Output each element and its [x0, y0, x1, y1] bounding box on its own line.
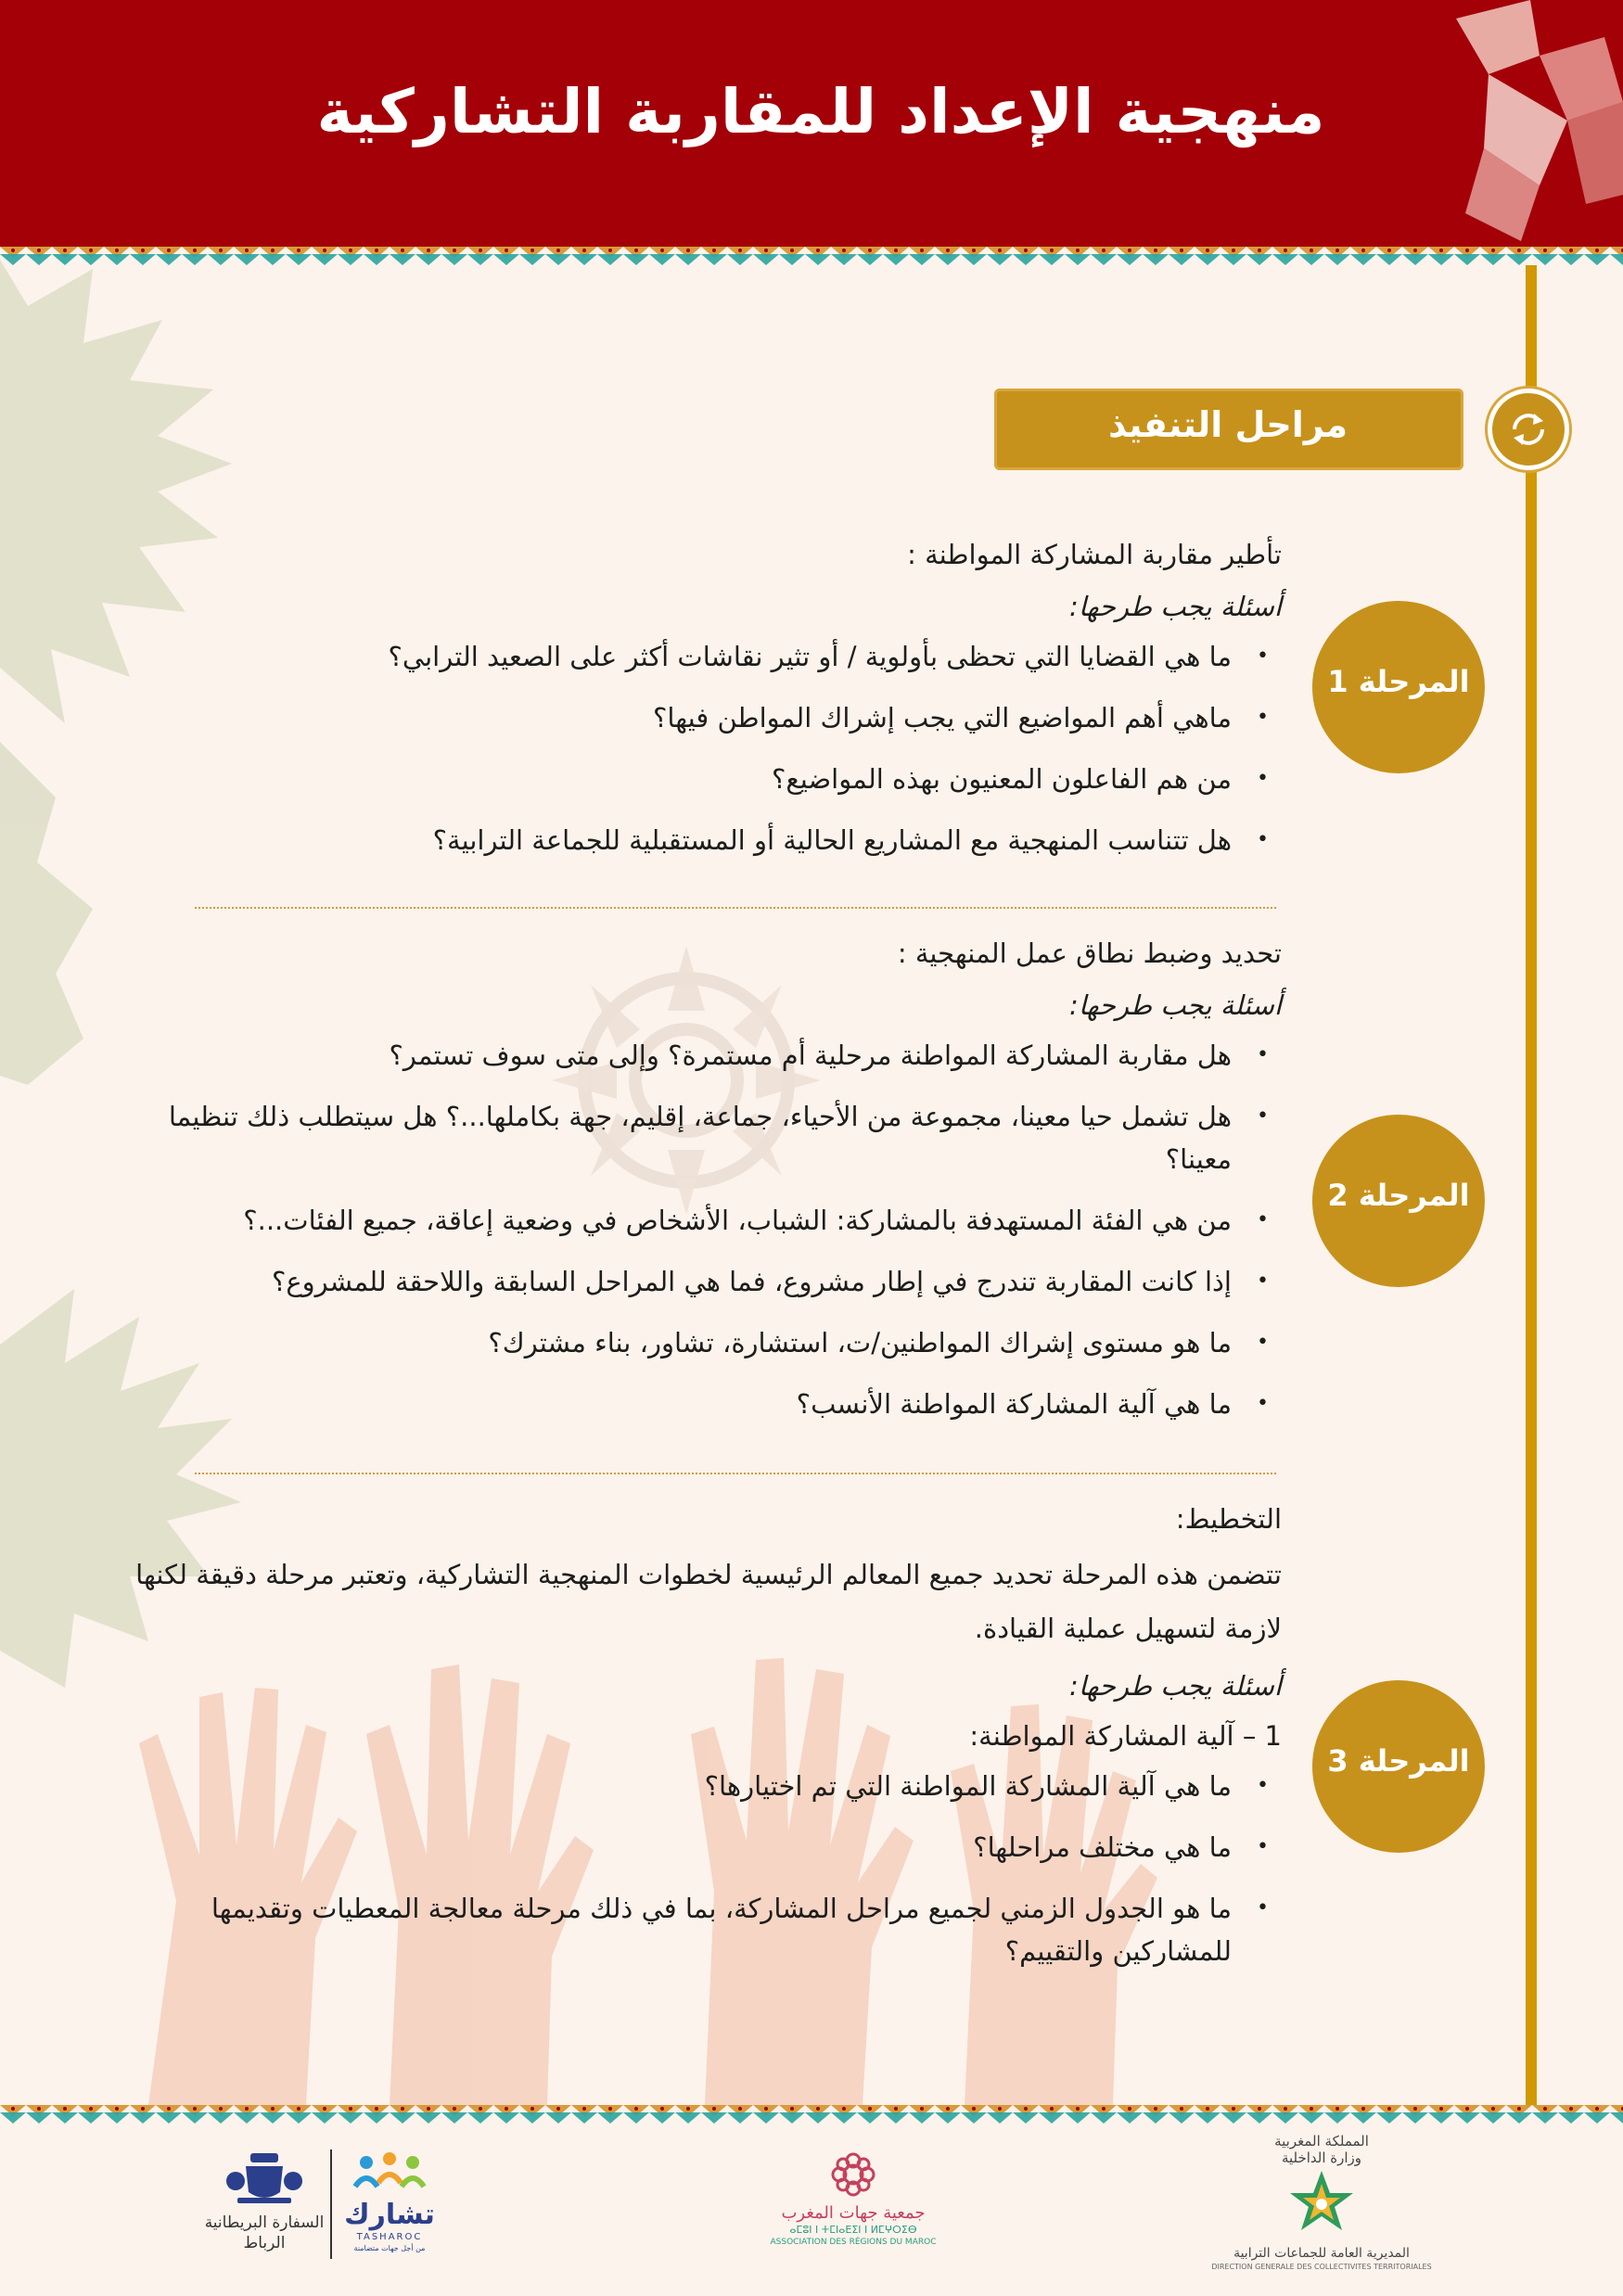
top-ornament-border — [0, 247, 1623, 265]
footer-divider — [330, 2149, 332, 2259]
phase-2-subheading: أسئلة يجب طرحها: — [1069, 989, 1282, 1021]
phase-1-subheading: أسئلة يجب طرحها: — [1069, 591, 1282, 622]
tasharoc-name: تشارك — [344, 2199, 435, 2231]
list-item: • ما هي القضايا التي تحظى بأولوية / أو تثير نقاشات أكثر على الصعيد الترابي؟ — [113, 635, 1282, 678]
embassy-name-line2: الرباط — [243, 2234, 286, 2252]
phase-3-badge — [1312, 1680, 1485, 1853]
phase-3-questions — [113, 1765, 1282, 1972]
list-item: • ما هي آلية المشاركة المواطنة الأنسب؟ — [113, 1383, 1282, 1425]
phase-3-heading: التخطيط: — [1175, 1503, 1282, 1535]
phase-1-badge — [1312, 601, 1485, 773]
list-item: • هل تشمل حيا معينا، مجموعة من الأحياء، جماعة، إقليم، جهة بكاملها...؟ هل سيتطلب ذلك تنظيما معينا؟ — [113, 1095, 1282, 1180]
list-item: • ما هي مختلف مراحلها؟ — [113, 1826, 1282, 1869]
phase-1-questions — [113, 635, 1282, 861]
refresh-cycle-icon — [1488, 389, 1569, 470]
phase-3-content — [113, 1498, 1282, 1991]
embassy-name-line1: السفارة البريطانية — [204, 2213, 325, 2232]
people-icon — [339, 2149, 441, 2196]
phase-2-heading: تحديد وضبط نطاق عمل المنهجية : — [897, 938, 1282, 969]
list-item: • من هي الفئة المستهدفة بالمشاركة: الشباب، الأشخاص في وضعية إعاقة، جميع الفئات...؟ — [113, 1199, 1282, 1242]
tasharoc-logo — [339, 2149, 441, 2270]
list-item: • هل تتناسب المنهجية مع المشاريع الحالية أو المستقبلية للجماعة الترابية؟ — [113, 819, 1282, 861]
association-logo — [747, 2149, 960, 2261]
timeline-line — [1526, 265, 1537, 2105]
list-item: • هل مقاربة المشاركة المواطنة مرحلية أم مستمرة؟ وإلى متى سوف تستمر؟ — [113, 1034, 1282, 1077]
divider — [195, 1473, 1276, 1474]
phase-1-heading: تأطير مقاربة المشاركة المواطنة : — [907, 539, 1282, 570]
header-banner — [0, 0, 1623, 247]
phase-3-label: المرحلة 3 — [1327, 1743, 1470, 1779]
list-item: • إذا كانت المقاربة تندرج في إطار مشروع، فما هي المراحل السابقة واللاحقة للمشروع؟ — [113, 1260, 1282, 1303]
phase-3-paragraph: تتضمن هذه المرحلة تحديد جميع المعالم الرئيسية لخطوات المنهجية التشاركية، وتعتبر مرحلة دقيقة لكنها لازمة لتسهيل عملية القيادة. — [135, 1559, 1282, 1644]
ministry-name-line1: المملكة المغربية — [1274, 2133, 1369, 2149]
phase-2-content — [113, 932, 1282, 1444]
section-title: مراحل التنفيذ — [1108, 404, 1348, 445]
ministry-name-line4: DIRECTION GENERALE DES COLLECTIVITES TERRITORIALES — [1211, 2263, 1432, 2271]
phase-2-label: المرحلة 2 — [1327, 1178, 1470, 1213]
list-item: • ما هو مستوى إشراك المواطنين/ت، استشارة، تشاور، بناء مشترك؟ — [113, 1321, 1282, 1364]
rosette-icon — [747, 2149, 960, 2200]
bottom-ornament-border — [0, 2105, 1623, 2124]
phase-2-questions — [113, 1034, 1282, 1425]
page-title: منهجية الإعداد للمقاربة التشاركية — [316, 76, 1325, 147]
phase-3-subsection: 1 – آلية المشاركة المواطنة: — [969, 1720, 1282, 1752]
association-name-tifinagh: ⴰⵎⵓⵏ ⵏ ⵜⵎⵏⴰⴹⵉⵏ ⵏ ⵍⵎⵖⵔⵉⴱ — [789, 2224, 917, 2236]
embassy-logo — [204, 2149, 325, 2270]
list-item: • ما هو الجدول الزمني لجميع مراحل المشاركة، بما في ذلك مرحلة معالجة المعطيات وتقديمها للمشاركين والتقييم؟ — [113, 1887, 1282, 1972]
royal-crest-icon — [204, 2149, 325, 2209]
phase-2-badge — [1312, 1115, 1485, 1287]
list-item: • ماهي أهم المواضيع التي يجب إشراك المواطن فيها؟ — [113, 696, 1282, 739]
ministry-name-line3: المديرية العامة للجماعات الترابية — [1233, 2246, 1410, 2261]
phase-3-subheading: أسئلة يجب طرحها: — [1069, 1670, 1282, 1702]
association-name-fr: ASSOCIATION DES RÉGIONS DU MAROC — [770, 2238, 937, 2247]
tasharoc-latin: TASHAROC — [356, 2232, 423, 2242]
association-name-ar: جمعية جهات المغرب — [781, 2203, 926, 2223]
phase-1-label: المرحلة 1 — [1327, 664, 1470, 699]
ministry-logo — [1210, 2133, 1433, 2290]
section-title-bar — [994, 389, 1463, 470]
list-item: • من هم الفاعلون المعنيون بهذه المواضيع؟ — [113, 758, 1282, 800]
ministry-name-line2: وزارة الداخلية — [1281, 2149, 1362, 2166]
tasharoc-tagline: من أجل جهات متضامنة — [353, 2244, 426, 2252]
list-item: • ما هي آلية المشاركة المواطنة التي تم اختيارها؟ — [113, 1765, 1282, 1807]
phase-1-content — [113, 533, 1282, 880]
divider — [195, 907, 1276, 909]
ministry-emblem-icon — [1210, 2166, 1433, 2242]
